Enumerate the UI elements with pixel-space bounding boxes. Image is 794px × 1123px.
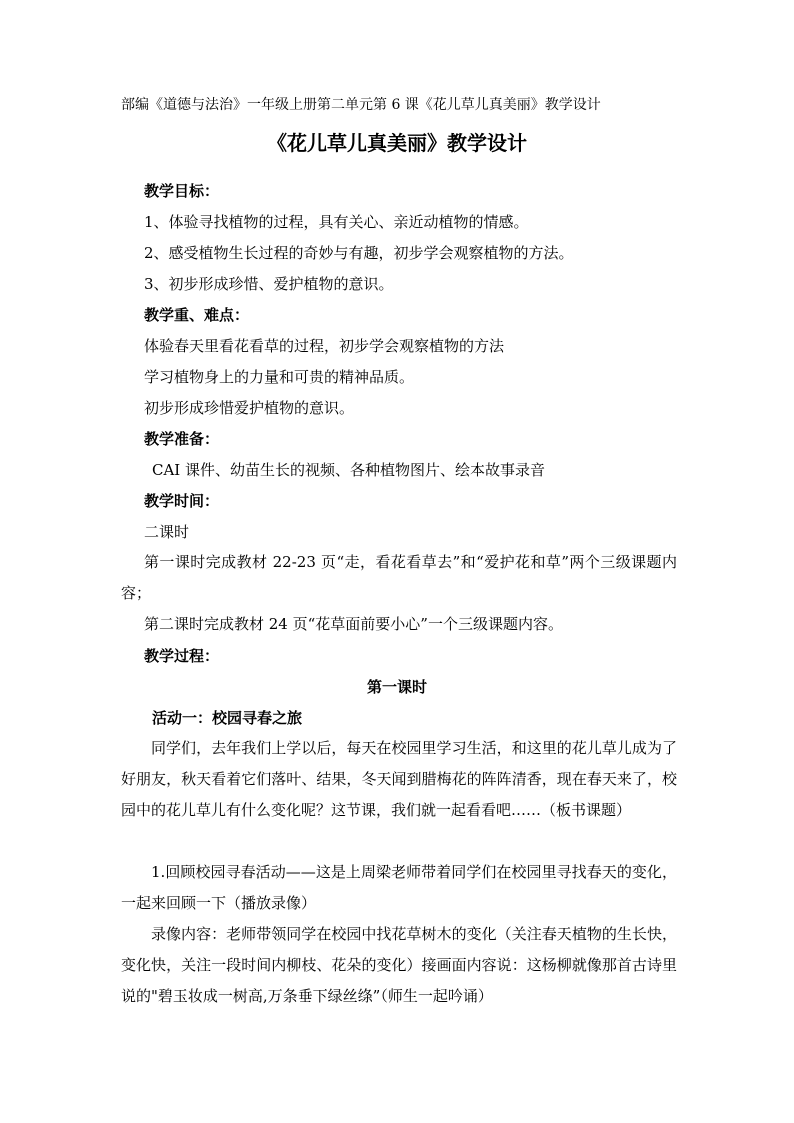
review-step-paragraph: 1.回顾校园寻春活动——这是上周梁老师带着同学们在校园里寻找春天的变化，一起来回顾一下（播放录像） — [121, 863, 677, 912]
time-text: 二课时 — [144, 523, 190, 541]
preparation-heading: 教学准备： — [144, 430, 220, 448]
preparation-text: CAI 课件、幼苗生长的视频、各种植物图片、绘本故事录音 — [152, 461, 546, 479]
key-point-item-3: 初步形成珍惜爱护植物的意识。 — [144, 399, 355, 417]
objective-item-2: 2、感受植物生长过程的奇妙与有趣，初步学会观察植物的方法。 — [144, 244, 574, 262]
key-point-item-2: 学习植物身上的力量和可贵的精神品质。 — [144, 368, 415, 386]
time-heading: 教学时间： — [144, 492, 220, 510]
key-point-item-1: 体验春天里看花看草的过程，初步学会观察植物的方法 — [144, 337, 505, 355]
second-lesson-plan: 第二课时完成教材 24 页“花草面前要小心”一个三级课题内容。 — [144, 615, 563, 633]
objective-item-1: 1、体验寻找植物的过程，具有关心、亲近动植物的情感。 — [144, 213, 529, 231]
activity-one-heading: 活动一：校园寻春之旅 — [152, 709, 303, 727]
process-heading: 教学过程： — [144, 647, 220, 665]
objective-item-3: 3、初步形成珍惜、爱护植物的意识。 — [144, 275, 394, 293]
document-header: 部编《道德与法治》一年级上册第二单元第 6 课《花儿草儿真美丽》教学设计 — [121, 97, 601, 113]
first-lesson-plan: 第一课时完成教材 22-23 页“走，看花看草去”和“爱护花和草”两个三级课题内容； — [121, 553, 677, 602]
document-title: 《花儿草儿真美丽》教学设计 — [267, 131, 527, 155]
key-points-heading: 教学重、难点： — [144, 306, 250, 324]
objectives-heading: 教学目标： — [144, 182, 220, 200]
activity-intro-paragraph: 同学们，去年我们上学以后，每天在校园里学习生活，和这里的花儿草儿成为了好朋友，秋天看着它们落叶、结果，冬天闻到腊梅花的阵阵清香，现在春天来了，校园中的花儿草儿有什么变化呢？这节课，我们就一起看看吧……（板书课题） — [121, 739, 677, 819]
lesson-one-heading: 第一课时 — [366, 678, 427, 696]
video-content-paragraph: 录像内容：老师带领同学在校园中找花草树木的变化（关注春天植物的生长快，变化快，关注一段时间内柳枝、花朵的变化）接画面内容说：这杨柳就像那首古诗里说的"碧玉妆成一树高,万条垂下绿丝绦”（师生一起吟诵） — [121, 925, 677, 1005]
